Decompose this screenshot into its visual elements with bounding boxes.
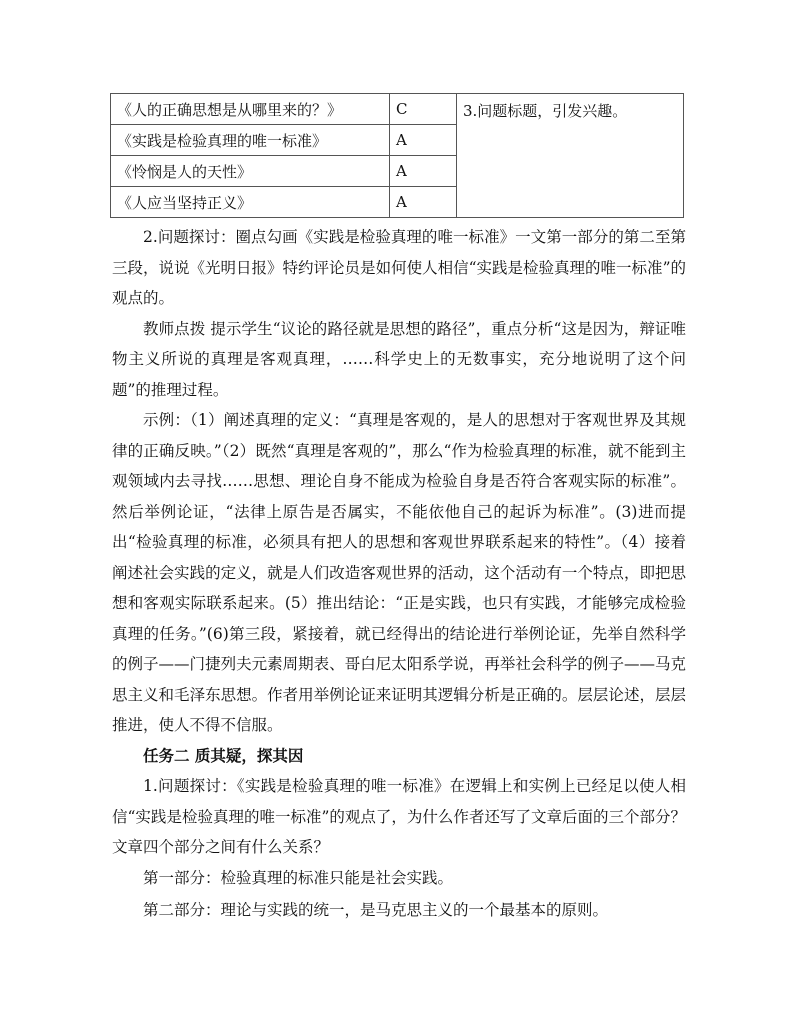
teacher-tip-paragraph: 教师点拨 提示学生“议论的路径就是思想的路径”，重点分析“这是因为，辩证唯物主义所说的真理是客观真理，……科学史上的无数事实，充分地说明了这个问题”的推理过程。 bbox=[112, 319, 686, 399]
article-title-cell: 《实践是检验真理的唯一标准》 bbox=[111, 125, 390, 156]
article-title-cell: 《人应当坚持正义》 bbox=[111, 187, 390, 218]
grade-cell: A bbox=[390, 156, 457, 187]
note-cell: 3.问题标题，引发兴趣。 bbox=[457, 94, 684, 218]
grade-cell: A bbox=[390, 125, 457, 156]
grade-cell: A bbox=[390, 187, 457, 218]
part-one-paragraph: 第一部分：检验真理的标准只能是社会实践。 bbox=[143, 868, 454, 887]
grade-cell: C bbox=[390, 94, 457, 125]
example-paragraph: 示例：（1）阐述真理的定义：“真理是客观的，是人的思想对于客观世界及其规律的正确反映。”（2）既然“真理是客观的”，那么“作为检验真理的标准，就不能到主观领域内去寻找……思想、理论自身不能成为检验自身是否符合客观实际的标准”。然后举例论证，“法律上原告是否属实，不能依他自己的起诉为标准”。(3)进而提出“检验真理的标准，必须具有把人的思想和客观世界联系起来的特性”。（4）接着阐述社会实践的定义，就是人们改造客观世界的活动，这个活动有一个特点，即把思想和客观实际联系起来。(5）推出结论：“正是实践，也只有实践，才能够完成检验真理的任务。”(6)第三段，紧接着，就已经得出的结论进行举例论证，先举自然科学的例子——门捷列夫元素周期表、哥白尼太阳系学说，再举社会科学的例子——马克思主义和毛泽东思想。作者用举例论证来证明其逻辑分析是正确的。层层论述，层层推进，使人不得不信服。 bbox=[112, 411, 686, 734]
part-two-paragraph: 第二部分：理论与实践的统一，是马克思主义的一个最基本的原则。 bbox=[143, 901, 609, 919]
article-title-cell: 《怜悯是人的天性》 bbox=[111, 156, 390, 187]
article-title-cell: 《人的正确思想是从哪里来的？》 bbox=[111, 94, 390, 125]
question-paragraph: 2.问题探讨：圈点勾画《实践是检验真理的唯一标准》一文第一部分的第二至第三段，说说《光明日报》特约评论员是如何使人相信“实践是检验真理的唯一标准”的观点的。 bbox=[112, 228, 686, 307]
article-rating-table bbox=[110, 93, 684, 218]
task-heading: 任务二 质其疑，探其因 bbox=[143, 745, 304, 765]
table-row bbox=[111, 94, 684, 125]
question-paragraph: 1.问题探讨：《实践是检验真理的唯一标准》在逻辑上和实例上已经足以使人相信“实践是检验真理的唯一标准”的观点了，为什么作者还写了文章后面的三个部分？文章四个部分之间有什么关系？ bbox=[112, 777, 686, 856]
body-text bbox=[112, 222, 686, 926]
